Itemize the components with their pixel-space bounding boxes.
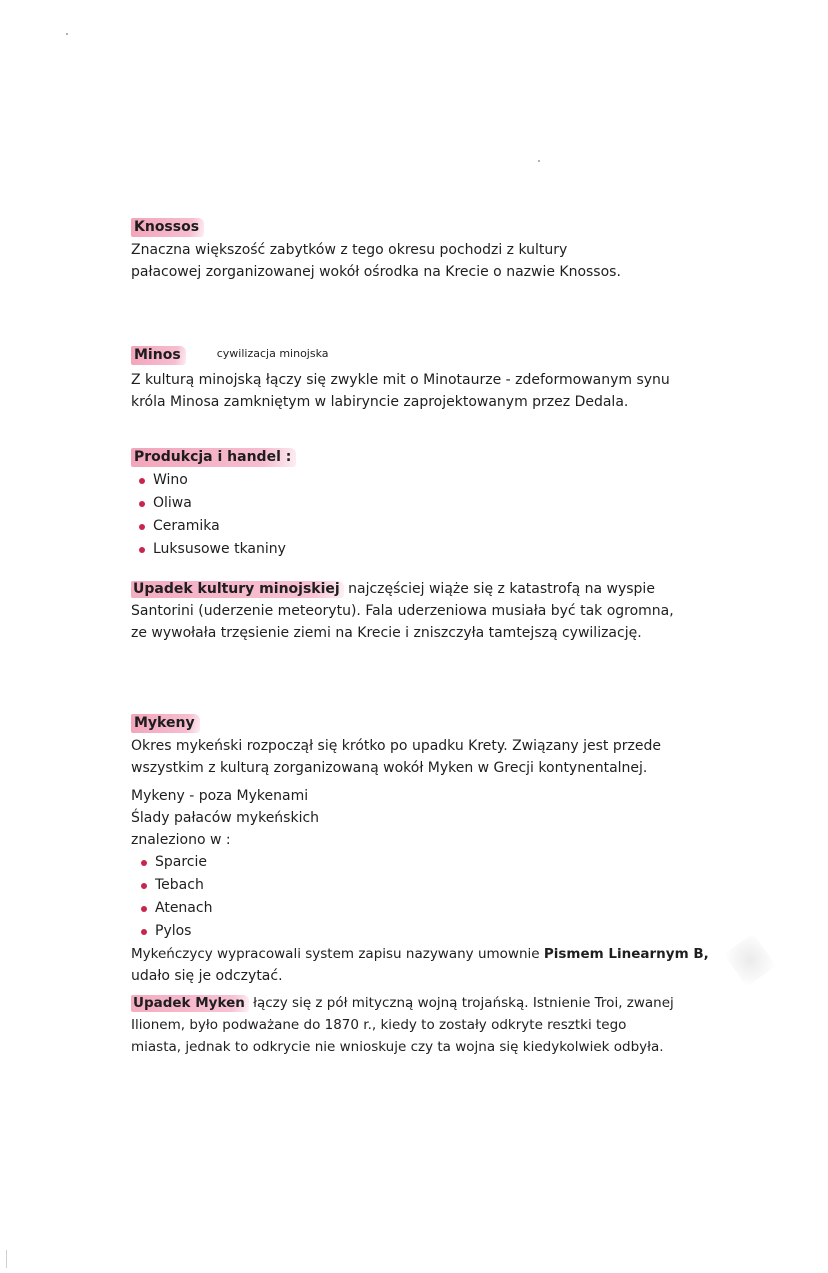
text-run: łączy się z pół mityczną wojną trojańską. Istnienie Troi, zwanej <box>248 995 674 1011</box>
heading-minoan-fall: Upadek kultury minojskiej <box>131 581 344 598</box>
sites-list <box>137 851 709 943</box>
text-line: Mykeny - poza Mykenami <box>131 788 309 804</box>
section-knossos <box>131 216 621 283</box>
text-line: Santorini (uderzenie meteorytu). Fala uderzeniowa musiała być tak ogromna, <box>131 603 674 619</box>
text-line: udało się je odczytać. <box>131 968 283 984</box>
text-line: wszystkim z kulturą zorganizowaną wokół Myken w Grecji kontynentalnej. <box>131 760 648 776</box>
list-item: Pylos <box>137 920 709 943</box>
heading-production: Produkcja i handel : <box>131 448 296 467</box>
text-line: pałacowej zorganizowanej wokół ośrodka na Krecie o nazwie Knossos. <box>131 264 621 280</box>
heading-knossos: Knossos <box>131 218 204 237</box>
list-item: Wino <box>135 469 296 492</box>
paper-edge-mark <box>6 1250 7 1268</box>
list-item: Tebach <box>137 874 709 897</box>
section-mykeny <box>131 712 709 987</box>
section-minos <box>131 344 670 413</box>
list-item: Sparcie <box>137 851 709 874</box>
text-run: najczęściej wiąże się z katastrofą na wyspie <box>343 581 655 597</box>
text-line: Znaczna większość zabytków z tego okresu pochodzi z kultury <box>131 242 568 258</box>
text-line: ze wywołała trzęsienie ziemi na Krecie i zniszczyła tamtejszą cywilizację. <box>131 625 642 641</box>
section-minoan-fall <box>131 578 674 644</box>
text-line: króla Minosa zamkniętym w labiryncie zaprojektowanym przez Dedala. <box>131 394 629 410</box>
text-line: Okres mykeński rozpoczął się krótko po upadku Krety. Związany jest przede <box>131 738 661 754</box>
note-minoan-civilization: cywilizacja minojska <box>216 347 329 360</box>
paper-speck <box>66 33 68 35</box>
paper-scuff <box>724 933 776 986</box>
text-line: Z kulturą minojską łączy się zwykle mit o Minotaurze - zdeformowanym synu <box>131 372 670 388</box>
production-list <box>135 469 296 561</box>
section-production <box>131 446 296 561</box>
list-item: Ceramika <box>135 515 296 538</box>
list-item: Atenach <box>137 897 709 920</box>
text-line: Ilionem, było podważane do 1870 r., kiedy to zostały odkryte resztki tego <box>131 1017 627 1033</box>
linear-b-term: Pismem Linearnym B, <box>543 946 709 962</box>
text-line: Ślady pałaców mykeńskich <box>131 810 320 826</box>
heading-minos: Minos <box>131 346 186 365</box>
section-mykeny-fall <box>131 992 674 1058</box>
text-line: znaleziono w : <box>131 832 231 848</box>
list-item: Oliwa <box>135 492 296 515</box>
paper-speck <box>538 160 540 162</box>
heading-mykeny: Mykeny <box>131 714 200 733</box>
text-line: miasta, jednak to odkrycie nie wnioskuje czy ta wojna się kiedykolwiek odbyła. <box>131 1039 664 1055</box>
heading-mykeny-fall: Upadek Myken <box>131 995 249 1012</box>
list-item: Luksusowe tkaniny <box>135 538 296 561</box>
text-run: Mykeńczycy wypracowali system zapisu nazywany umownie <box>131 946 544 962</box>
